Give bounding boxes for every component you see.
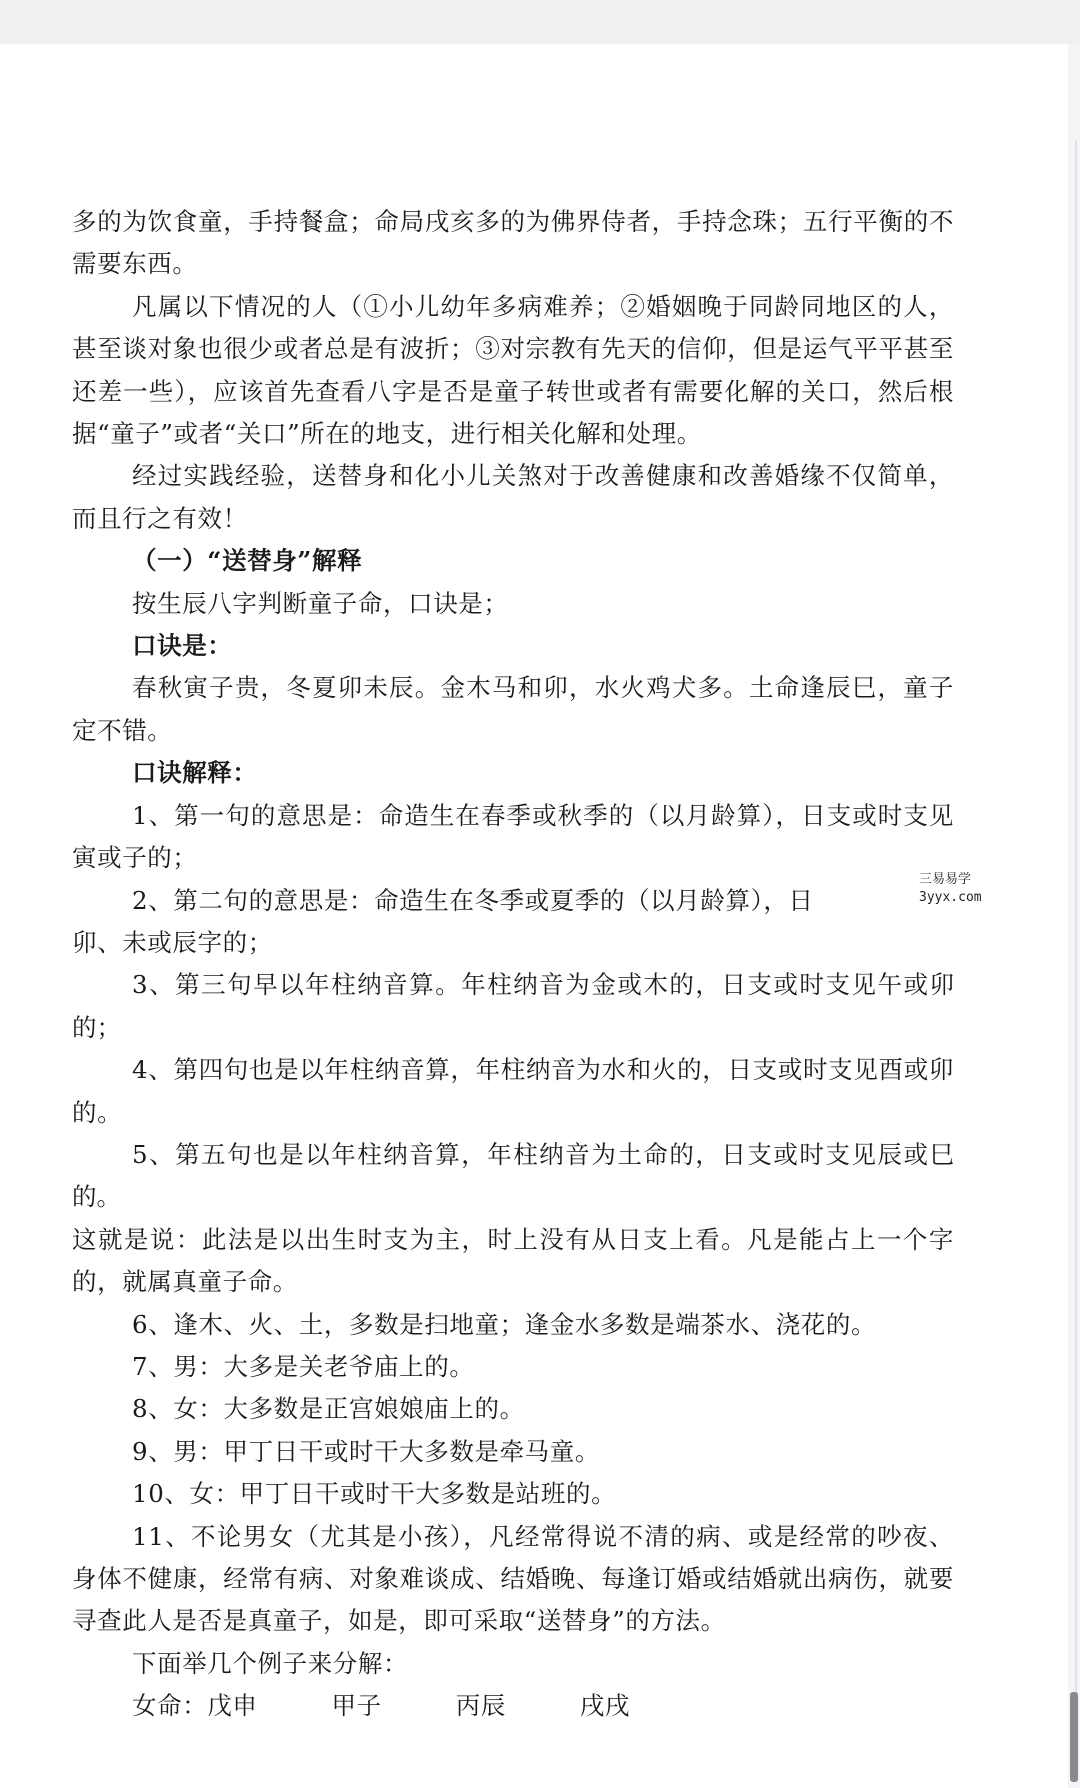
list-item: 3、第三句早以年柱纳音算。年柱纳音为金或木的，日支或时支见午或卯的；: [72, 970, 954, 1042]
list-item: 11、不论男女（尤其是小孩），凡经常得说不清的病、或是经常的吵夜、身体不健康，经常有病、对象难谈成、结婚晚、每逢订婚或结婚就出病伤，就要寻查此人是否是真童子，如是，即可采取“送替身”的方法。: [72, 1521, 954, 1636]
pillar: 甲子: [331, 1691, 382, 1721]
pillar: 丙辰: [455, 1691, 506, 1721]
verse: 春秋寅子贵，冬夏卯未辰。金木马和卯，水火鸡犬多。土命逢辰巳，童子定不错。: [72, 673, 954, 745]
list-item: 4、第四句也是以年柱纳音算，年柱纳音为水和火的，日支或时支见酉或卯的。: [72, 1055, 954, 1127]
explain-label: 口诀解释：: [132, 758, 258, 788]
list-item: 6、逢木、火、土，多数是扫地童；逢金水多数是端茶水、浇花的。: [132, 1309, 877, 1339]
pillar: 戊申: [207, 1691, 258, 1721]
watermark-cover: [836, 880, 906, 918]
list-item-continuation: 卯、未或辰字的；: [72, 927, 273, 957]
watermark-line: 3yyx.com: [919, 890, 982, 905]
intro-line: 按生辰八字判断童子命，口诀是；: [132, 588, 509, 618]
section-heading: （一）“送替身”解释: [132, 546, 363, 576]
watermark-line: 三易易学: [919, 872, 972, 887]
list-item: 8、女：大多数是正宫娘娘庙上的。: [132, 1394, 525, 1424]
example-line: [72, 1685, 954, 1727]
list-item: 9、男：甲丁日干或时干大多数是牵马童。: [132, 1436, 600, 1466]
list-item: 10、女：甲丁日干或时干大多数是站班的。: [132, 1479, 617, 1509]
scrollbar-track[interactable]: [1068, 44, 1080, 1788]
pillar: 戌戌: [579, 1691, 631, 1721]
document-body: [72, 201, 954, 1728]
list-item: 7、男：大多是关老爷庙上的。: [132, 1351, 475, 1381]
scrollbar-thumb[interactable]: [1070, 1692, 1078, 1782]
list-item: 5、第五句也是以年柱纳音算，年柱纳音为土命的，日支或时支见辰或巳的。: [72, 1139, 954, 1212]
paragraph: 这就是说：此法是以出生时支为主，时上没有从日支上看。凡是能占上一个字的，就属真童子命。: [72, 1224, 954, 1297]
top-bar: [0, 0, 1080, 44]
watermark: [905, 871, 1009, 915]
list-item: 1、第一句的意思是：命造生在春季或秋季的（以月龄算），日支或时支见寅或子的；: [72, 800, 954, 873]
paragraph: 经过实践经验，送替身和化小儿关煞对于改善健康和改善婚缘不仅简单，而且行之有效！: [72, 461, 954, 533]
examples-intro: 下面举几个例子来分解：: [132, 1648, 409, 1678]
paragraph: 凡属以下情况的人（①小儿幼年多病难养；②婚姻晚于同龄同地区的人，甚至谈对象也很少或者总是有波折；③对宗教有先天的信仰，但是运气平平甚至还差一些），应该首先查看八字是否是童子转世或者有需要化解的关口，然后根据“童子”或者“关口”所在的地支，进行相关化解和处理。: [72, 291, 954, 449]
verse-label: 口诀是：: [132, 631, 233, 661]
scrollbar-line: [1075, 140, 1077, 1780]
paragraph: 多的为饮食童，手持餐盒；命局戌亥多的为佛界侍者，手持念珠；五行平衡的不需要东西。: [72, 207, 954, 279]
list-item: 2、第二句的意思是：命造生在冬季或夏季的（以月龄算），日: [132, 885, 814, 915]
example-label: 女命：: [132, 1691, 208, 1721]
